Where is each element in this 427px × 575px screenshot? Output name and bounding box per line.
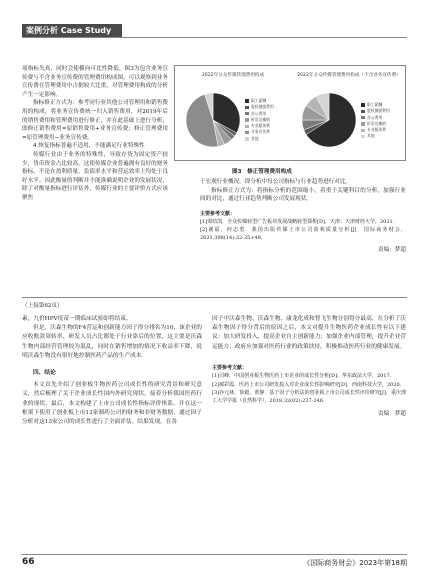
paragraph: 但是，沃森生物的F4营运和创新能力因子得分排名为10，该企业的应收账款周转率、研发人员占比都处于行业靠后的位置，这主要是沃森生物内部经营管理较为混乱，同时在销售增加的情况下收益率下降，说明沃森生物没有很好地控制医药产品的生产成本。 — [22, 325, 202, 359]
legend-swatch — [245, 99, 249, 103]
references-title: 主要参考文献： — [200, 210, 236, 217]
header-rule — [22, 37, 407, 38]
legend-label: 股权激励费用 — [367, 108, 390, 114]
legend-swatch — [361, 135, 365, 139]
legend — [361, 102, 390, 140]
footer-rule — [22, 554, 407, 555]
paragraph: 传媒行业由于业务的特殊性，导致存货为固定资产较少，货币资金占比较高，这使传媒企业普遍拥有良好的财务指标，不论在盈利质量、负债率水平和营运效率上均处于良好水平。因此衡量的判断并不能准确说明企业的发展状况，除了对衡量指标进行评估外，传媒行业的主要评价方式应该聚焦 — [22, 151, 168, 201]
legend-label: 专业服务费 — [367, 127, 386, 133]
paragraph: 于宏观行业概况，即分析中每公司指标与行业趋势进行对比。 — [200, 179, 352, 185]
pie-chart-left — [175, 66, 291, 162]
legend-swatch — [361, 110, 365, 114]
legend-label: 其他 — [251, 135, 259, 141]
legend-label: 职工薪酬 — [367, 102, 383, 107]
paragraph: 指标修正方式为：参考同行业其他公司管理用和销售费用的构成，将业务宣传费统一归入销售费用，对2019年后的销售费用和管理费用进行修正，并在此基础上进行分析，即修正销售费用=原销售费用+业务宣传费；修正管理费用=原管理费用−业务宣传费。 — [22, 100, 168, 141]
legend — [245, 98, 274, 142]
legend-swatch — [361, 122, 365, 126]
legend-label: 股权激励费用 — [251, 104, 274, 110]
subheading: 4.恢复指标普遍不适用，不能满足行业特殊性 — [33, 143, 145, 150]
references — [200, 210, 406, 242]
legend-swatch — [245, 125, 249, 129]
editor-credit: 责编：梦超 — [378, 410, 406, 417]
figure-caption: 图3 修正管理费用构成 — [232, 169, 292, 175]
figure-3 — [174, 65, 406, 161]
reference-item: [1]司峰．中国创业板生物医药上市企业的成长性分析[D]．华东政法大学，2017. — [212, 373, 392, 380]
section-header: 案例分析 Case Study — [22, 24, 122, 37]
legend-label: 办公费用 — [251, 110, 267, 116]
references — [212, 364, 406, 406]
legend-swatch — [245, 112, 249, 116]
legend-swatch — [361, 116, 365, 120]
reference-item: [3]谷元林，徐毅，黄静．基于因子分析法的创业板上市公司成长性评价研究[J]．重庆理工大学学报（自然科学），2018,32(02):237-246. — [212, 390, 406, 405]
section-title: 四、结论 — [33, 370, 56, 377]
article-separator — [22, 297, 407, 298]
paragraph: 项指标失真，同时会使横向可比性降低。图3为包含业务宣传费与不含业务宣传费的管理费用构成图，可以观察到业务宣传费在管理费用中占据较大比重，对管理费用构成的分析产生一定影响。 — [22, 66, 168, 98]
column-1-top — [22, 65, 168, 203]
legend-label: 折旧及摊销 — [367, 120, 386, 126]
paragraph: 本文首先介绍了创业板生物医药公司成长性的研究背景和研究意义，然后梳理了关于企业成长性国内外研究现状。接着分析我国医药行业的现状。最后，本文构建了上市公司成长性指标评价体系，并在这一框架下使用了创业板上市13家制药公司的财务和非财务数据，通过因子分析对这13家公司的成长性进行了全面评估。结果发现，在各 — [22, 382, 202, 426]
paragraph: 指标修正方式为：将指标分析的范围缩小，着重于关键科目的分析，加强行业间的对比，通过行业趋势判断公司发展现状。 — [200, 187, 406, 203]
continued-note: （上接第62页） — [22, 303, 63, 309]
legend-label: 业务宣传费 — [251, 129, 270, 135]
legend-label: 折旧及摊销 — [251, 116, 270, 122]
legend-item — [361, 133, 390, 139]
legend-item — [245, 136, 274, 142]
legend-swatch — [361, 129, 365, 133]
paragraph: 素，九价HPV疫苗一期临床试验即将结束。 — [22, 316, 132, 322]
paragraph: 因子中沃森生物、沃森生物、康龙化成和智飞生物分别得分最高，在分析了沃森生物因子得分背后的原因之后，本文对提升生物医药企业成长性有以下建议：加大研发投入，提高企业自主创新能力；加强企业内部管理，提升企业营运能力；政府应加强对医药行业的政策扶持，积极推动医药行业的健康发展。 — [212, 316, 406, 350]
chart-title: 2022年分众传媒管理费用构成 — [201, 73, 265, 78]
editor-credit: 责编：梦超 — [378, 246, 406, 253]
column-2-top — [200, 178, 406, 254]
page-number: 66 — [22, 557, 35, 567]
legend-swatch — [245, 106, 249, 110]
reference-item: [2]郝彩霞．医药上市公司研发投入对企业成长性影响研究[D]．西南科技大学，2020. — [212, 381, 402, 388]
references-title: 主要参考文献： — [212, 364, 248, 371]
legend-label: 职工薪酬 — [251, 98, 267, 103]
legend-swatch — [245, 137, 249, 141]
reference-item: [1]谭幼凯．全众传媒转型广告板块发展战略转型探析[D]．天津：天津财经大学，2021. — [200, 218, 395, 225]
pie-chart-right — [291, 66, 407, 162]
column-1-bottom — [22, 315, 202, 427]
legend-swatch — [245, 118, 249, 122]
chart-title: 2022年分众传媒管理费用构成（不含业务宣传费） — [297, 73, 401, 78]
reference-item: [2]谢福，何志勇．我国出版传媒上市公司盈利质量分析[J]．国际商务财会，2021,398(14):32-35+48. — [200, 226, 406, 241]
legend-label: 办公费用 — [367, 114, 383, 120]
legend-swatch — [245, 131, 249, 135]
legend-label: 专业服务费 — [251, 123, 270, 129]
journal-name: 《国际商务财会》2023年第18期 — [303, 559, 407, 567]
column-2-bottom — [212, 315, 406, 419]
legend-swatch — [361, 103, 365, 107]
legend-label: 其他 — [367, 133, 375, 139]
